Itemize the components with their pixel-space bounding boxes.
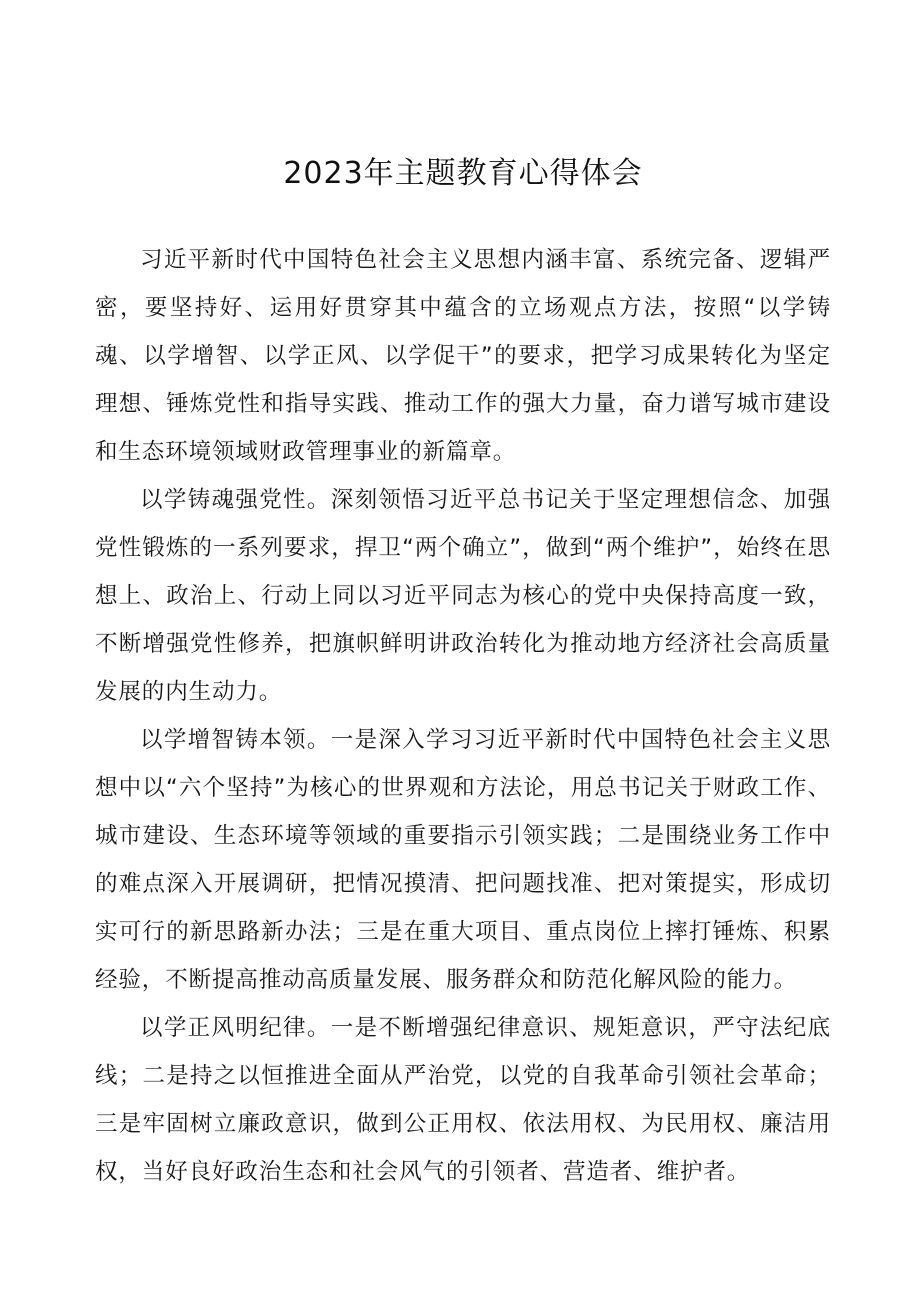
paragraph-party-spirit: 以学铸魂强党性。深刻领悟习近平总书记关于坚定理想信念、加强党性锻炼的一系列要求，捍卫“两个确立”，做到“两个维护”，始终在思想上、政治上、行动上同以习近平同志为核心的党中央保持高度一致，不断增强党性修养，把旗帜鲜明讲政治转化为推动地方经济社会高质量发展的内生动力。 bbox=[95, 487, 831, 705]
document-body bbox=[95, 236, 831, 1196]
document-title: 2023年主题教育心得体会 bbox=[283, 156, 643, 191]
paragraph-ability: 以学增智铸本领。一是深入学习习近平新时代中国特色社会主义思想中以“六个坚持”为核心的世界观和方法论，用总书记关于财政工作、城市建设、生态环境等领域的重要指示引领实践；二是围绕业务工作中的难点深入开展调研，把情况摸清、把问题找准、把对策提实，形成切实可行的新思路新办法；三是在重大项目、重点岗位上摔打锤炼、积累经验，不断提高推动高质量发展、服务群众和防范化解风险的能力。 bbox=[95, 727, 831, 993]
paragraph-discipline: 以学正风明纪律。一是不断增强纪律意识、规矩意识，严守法纪底线；二是持之以恒推进全面从严治党，以党的自我革命引领社会革命；三是牢固树立廉政意识，做到公正用权、依法用权、为民用权、廉洁用权，当好良好政治生态和社会风气的引领者、营造者、维护者。 bbox=[95, 1015, 831, 1185]
paragraph-intro: 习近平新时代中国特色社会主义思想内涵丰富、系统完备、逻辑严密，要坚持好、运用好贯穿其中蕴含的立场观点方法，按照“以学铸魂、以学增智、以学正风、以学促干”的要求，把学习成果转化为坚定理想、锤炼党性和指导实践、推动工作的强大力量，奋力谱写城市建设和生态环境领域财政管理事业的新篇章。 bbox=[95, 247, 831, 465]
